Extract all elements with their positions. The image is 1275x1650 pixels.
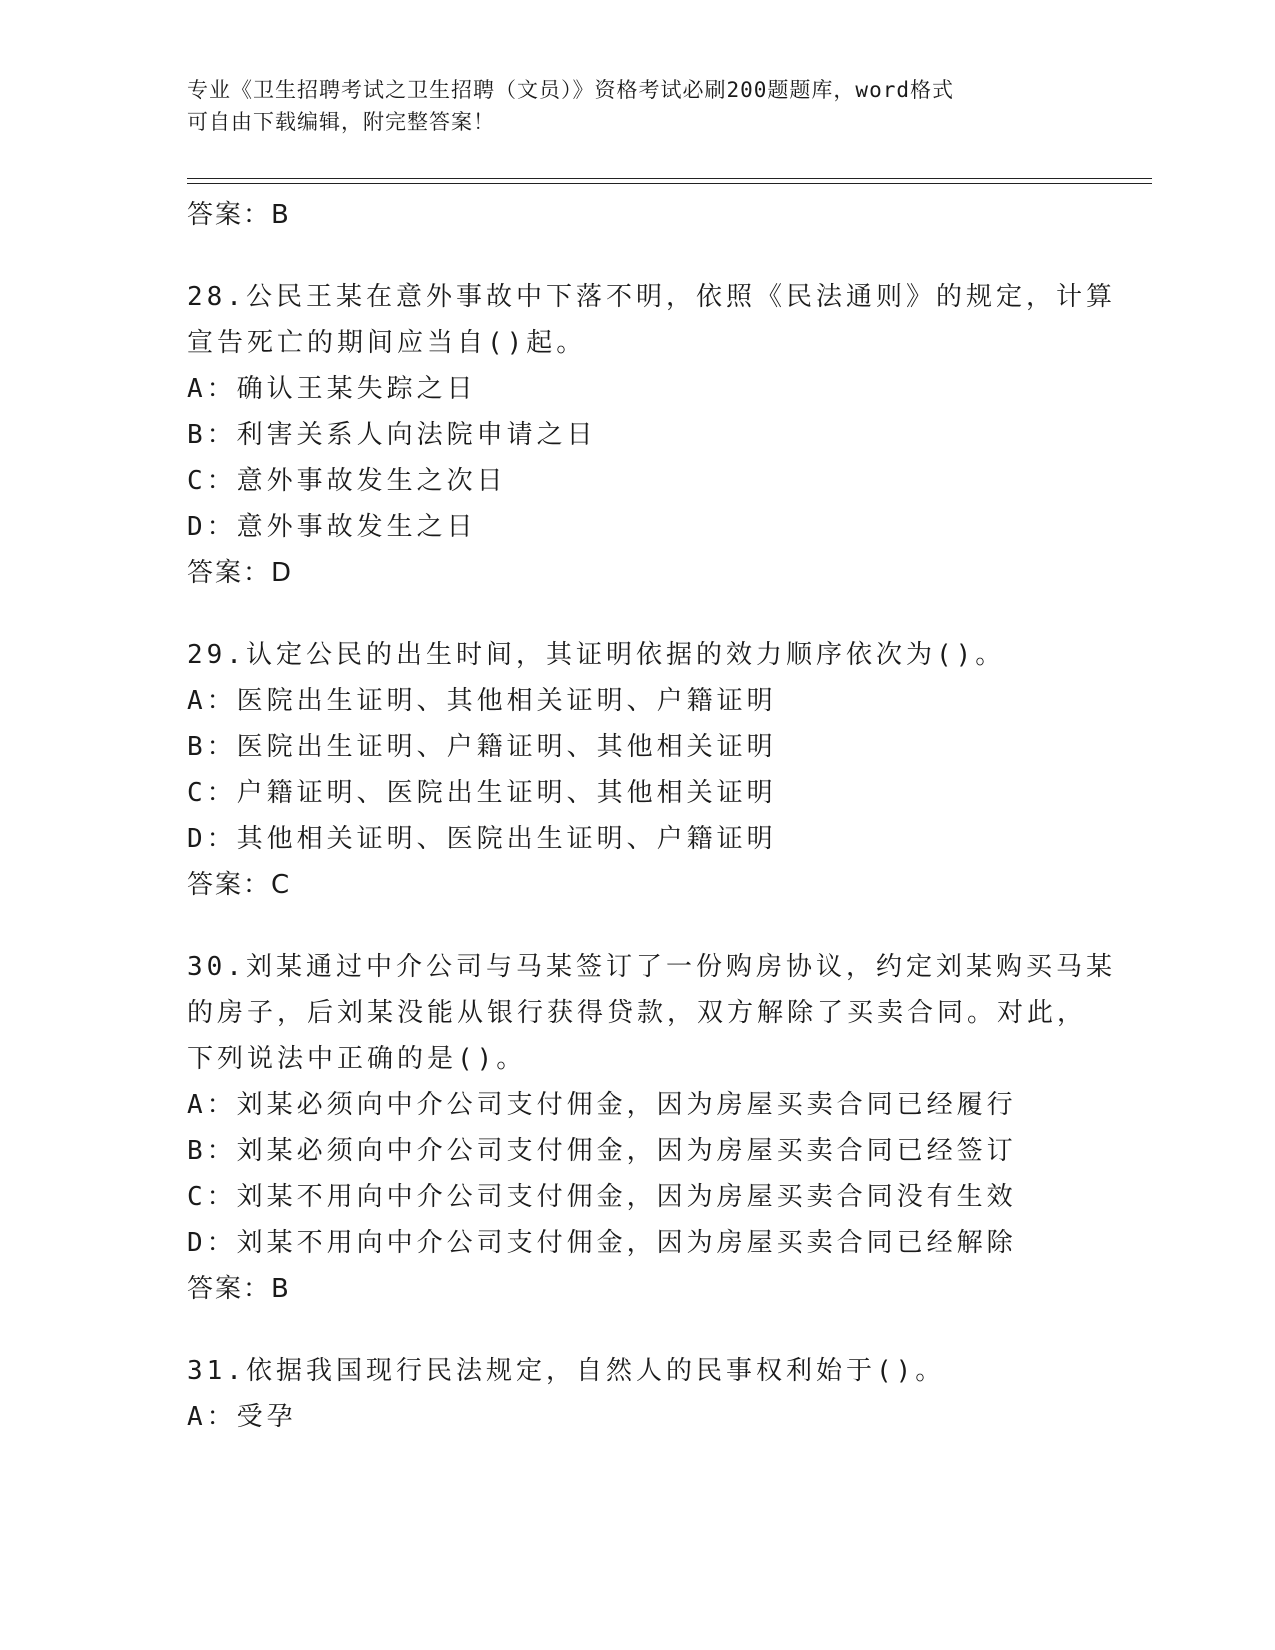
question-stem-line: 30.刘某通过中介公司与马某签订了一份购房协议，约定刘某购买马某 — [187, 952, 1116, 982]
option-d: D：其他相关证明、医院出生证明、户籍证明 — [187, 824, 777, 854]
option-a: A：确认王某失踪之日 — [187, 374, 477, 404]
option-b: B：医院出生证明、户籍证明、其他相关证明 — [187, 732, 777, 762]
question-stem-line: 31.依据我国现行民法规定，自然人的民事权利始于()。 — [187, 1356, 946, 1386]
previous-answer: 答案：B — [187, 200, 291, 230]
question-stem-line: 下列说法中正确的是()。 — [187, 1044, 527, 1074]
option-d: D：意外事故发生之日 — [187, 512, 477, 542]
question-stem-line: 28.公民王某在意外事故中下落不明，依照《民法通则》的规定，计算 — [187, 282, 1116, 312]
question-list — [187, 192, 1116, 1440]
option-b: B：刘某必须向中介公司支付佣金，因为房屋买卖合同已经签订 — [187, 1136, 1017, 1166]
question-stem-line: 宣告死亡的期间应当自()起。 — [187, 328, 587, 358]
answer: 答案：B — [187, 1274, 291, 1304]
header-line-2: 可自由下载编辑，附完整答案！ — [187, 110, 495, 134]
question-29 — [187, 632, 1087, 908]
option-c: C：刘某不用向中介公司支付佣金，因为房屋买卖合同没有生效 — [187, 1182, 1017, 1212]
question-31 — [187, 1348, 1087, 1440]
option-c: C：户籍证明、医院出生证明、其他相关证明 — [187, 778, 777, 808]
option-a: A：医院出生证明、其他相关证明、户籍证明 — [187, 686, 777, 716]
option-c: C：意外事故发生之次日 — [187, 466, 507, 496]
option-b: B：利害关系人向法院申请之日 — [187, 420, 597, 450]
answer: 答案：C — [187, 870, 292, 900]
header-divider-bottom — [187, 183, 1152, 184]
option-a: A：刘某必须向中介公司支付佣金，因为房屋买卖合同已经履行 — [187, 1090, 1017, 1120]
question-stem-line: 的房子，后刘某没能从银行获得贷款，双方解除了买卖合同。对此， — [187, 998, 1088, 1028]
question-stem-line: 29.认定公民的出生时间，其证明依据的效力顺序依次为()。 — [187, 640, 1006, 670]
question-30 — [187, 944, 1116, 1312]
option-d: D：刘某不用向中介公司支付佣金，因为房屋买卖合同已经解除 — [187, 1228, 1017, 1258]
header-divider-top — [187, 178, 1152, 179]
document-header — [187, 74, 1087, 138]
header-line-1: 专业《卫生招聘考试之卫生招聘（文员）》资格考试必刷200题题库，word格式 — [187, 78, 954, 102]
option-a: A：受孕 — [187, 1402, 297, 1432]
answer: 答案：D — [187, 558, 294, 588]
question-28 — [187, 274, 1116, 596]
